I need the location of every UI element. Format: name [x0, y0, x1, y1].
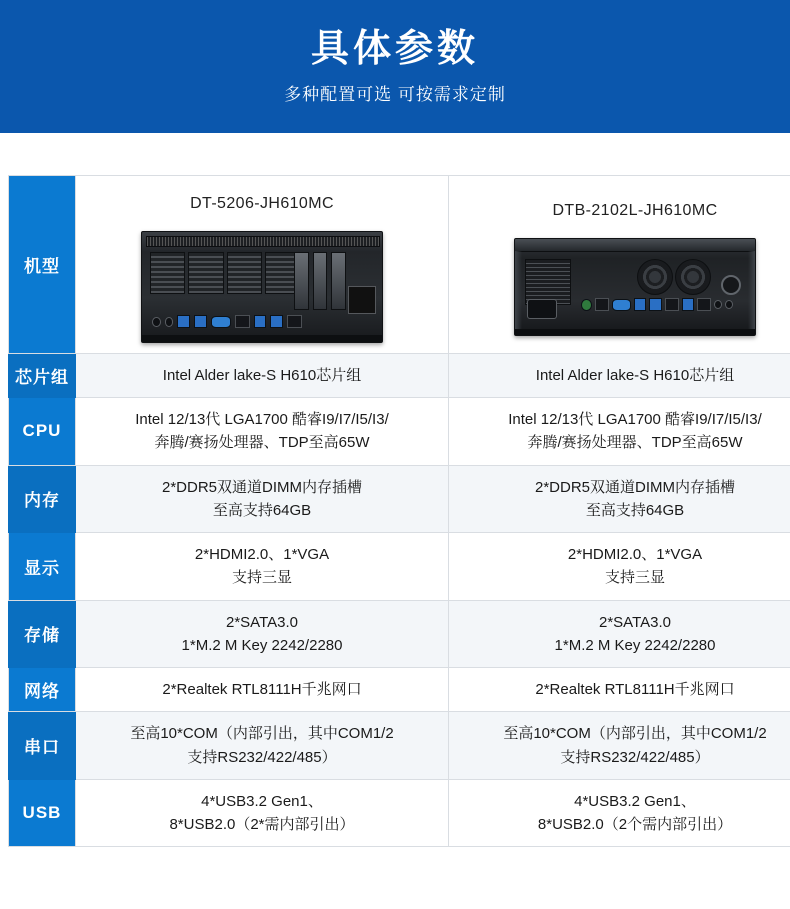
storage-line2-col1: 1*M.2 M Key 2242/2280: [181, 636, 343, 654]
display-line2-col1: 支持三显: [231, 569, 292, 587]
row-label-cpu: CPU: [9, 398, 76, 466]
audio-jack-icon: [714, 300, 722, 309]
cpu-line2-col2: 奔腾/赛扬处理器、TDP至高65W: [527, 434, 743, 452]
usb-line2-col2: 8*USB2.0（2个需内部引出）: [537, 816, 733, 834]
power-socket: [527, 299, 557, 319]
fan-icon: [675, 259, 711, 295]
network-cell-col1: 2*Realtek RTL8111H千兆网口: [76, 668, 449, 712]
table-row-network: [9, 668, 790, 712]
expansion-card: [313, 252, 328, 310]
power-socket: [348, 286, 376, 314]
row-label-memory: 内存: [9, 465, 76, 533]
display-line1-col2: 2*HDMI2.0、1*VGA: [567, 546, 703, 564]
cpu-cell-col2: [449, 398, 790, 466]
display-cell-col1: [76, 533, 449, 601]
lan-port-icon: [287, 315, 302, 328]
audio-jack-icon: [152, 317, 161, 327]
port-row: [581, 297, 733, 313]
memory-line1-col1: 2*DDR5双通道DIMM内存插槽: [161, 478, 362, 496]
vent-strip: [146, 236, 380, 247]
serial-line2-col1: 支持RS232/422/485）: [187, 748, 337, 766]
page-banner: [0, 0, 790, 133]
chipset-cell-col2: Intel Alder lake-S H610芯片组: [449, 353, 790, 397]
expansion-card-group: [294, 252, 346, 310]
table-row-usb: [9, 779, 790, 847]
row-label-model: 机型: [9, 176, 76, 354]
model-cell-col1: [76, 176, 449, 354]
spec-table: [8, 175, 790, 847]
row-label-display: 显示: [9, 533, 76, 601]
io-slot: [150, 252, 185, 294]
io-slot: [227, 252, 262, 294]
vga-port-icon: [612, 299, 631, 311]
chassis-base: [515, 329, 755, 335]
fan-icon: [637, 259, 673, 295]
rear-panel-tower-icon: [141, 231, 383, 343]
port-row: [152, 314, 302, 330]
display-line2-col2: 支持三显: [604, 569, 665, 587]
storage-line1-col2: 2*SATA3.0: [599, 613, 671, 631]
rear-panel-rackmount-icon: [514, 238, 756, 336]
model-name-col1: DT-5206-JH610MC: [190, 195, 334, 212]
row-label-network: 网络: [9, 668, 76, 712]
expansion-card: [294, 252, 309, 310]
chassis-lid: [515, 239, 755, 252]
serial-line2-col2: 支持RS232/422/485）: [560, 748, 710, 766]
rack-ear-left: [515, 251, 522, 329]
rack-ear-right: [748, 251, 755, 329]
table-row-serial: [9, 712, 790, 780]
table-row-cpu: [9, 398, 790, 466]
page-subtitle: 多种配置可选 可按需求定制: [284, 84, 506, 104]
usb-port-icon: [682, 298, 694, 311]
display-cell-col2: [449, 533, 790, 601]
table-row-memory: [9, 465, 790, 533]
memory-line2-col1: 至高支持64GB: [212, 501, 312, 519]
spec-table-wrapper: [0, 133, 790, 847]
table-row-chipset: [9, 353, 790, 397]
usb-port-icon: [634, 298, 646, 311]
vga-port-icon: [211, 316, 231, 328]
usb-port-icon: [194, 315, 207, 328]
usb-line1-col2: 4*USB3.2 Gen1、: [574, 792, 696, 810]
memory-cell-col2: [449, 465, 790, 533]
hdmi-port-icon: [595, 298, 609, 311]
usb-cell-col1: [76, 779, 449, 847]
storage-line2-col2: 1*M.2 M Key 2242/2280: [554, 636, 716, 654]
network-cell-col2: 2*Realtek RTL8111H千兆网口: [449, 668, 790, 712]
lan-port-icon: [697, 298, 711, 311]
usb-line2-col1: 8*USB2.0（2*需内部引出）: [169, 816, 355, 834]
audio-jack-icon: [165, 317, 174, 327]
table-row-storage: [9, 600, 790, 668]
serial-cell-col2: [449, 712, 790, 780]
lan-port-icon: [665, 298, 679, 311]
io-slot: [188, 252, 223, 294]
usb-line1-col1: 4*USB3.2 Gen1、: [201, 792, 323, 810]
table-row-model: [9, 176, 790, 354]
page-title: 具体参数: [310, 28, 479, 71]
display-line1-col1: 2*HDMI2.0、1*VGA: [194, 546, 330, 564]
serial-cell-col1: [76, 712, 449, 780]
memory-line2-col2: 至高支持64GB: [585, 501, 685, 519]
row-label-serial: 串口: [9, 712, 76, 780]
row-label-usb: USB: [9, 779, 76, 847]
model-name-col2: DTB-2102L-JH610MC: [552, 202, 718, 219]
usb-port-icon: [270, 315, 283, 328]
usb-port-icon: [177, 315, 190, 328]
memory-line1-col2: 2*DDR5双通道DIMM内存插槽: [534, 478, 735, 496]
usb-port-icon: [254, 315, 267, 328]
expansion-card: [331, 252, 346, 310]
model-cell-col2: [449, 176, 790, 354]
chipset-cell-col1: Intel Alder lake-S H610芯片组: [76, 353, 449, 397]
serial-line1-col1: 至高10*COM（内部引出，其中COM1/2: [130, 725, 394, 743]
io-slot-group: [150, 252, 300, 294]
cpu-line1-col2: Intel 12/13代 LGA1700 酷睿I9/I7/I5/I3/: [508, 411, 762, 429]
power-button-icon: [721, 275, 741, 295]
chassis-base: [142, 335, 382, 342]
cpu-cell-col1: [76, 398, 449, 466]
cpu-line1-col1: Intel 12/13代 LGA1700 酷睿I9/I7/I5/I3/: [135, 411, 389, 429]
storage-line1-col1: 2*SATA3.0: [226, 613, 298, 631]
storage-cell-col2: [449, 600, 790, 668]
row-label-storage: 存储: [9, 600, 76, 668]
ps2-port-icon: [581, 299, 592, 311]
memory-cell-col1: [76, 465, 449, 533]
serial-line1-col2: 至高10*COM（内部引出，其中COM1/2: [503, 725, 767, 743]
usb-port-icon: [649, 298, 661, 311]
storage-cell-col1: [76, 600, 449, 668]
row-label-chipset: 芯片组: [9, 353, 76, 397]
usb-cell-col2: [449, 779, 790, 847]
vent-mesh: [525, 259, 571, 305]
audio-jack-icon: [725, 300, 733, 309]
cpu-line2-col1: 奔腾/赛扬处理器、TDP至高65W: [154, 434, 370, 452]
hdmi-port-icon: [235, 315, 250, 328]
table-row-display: [9, 533, 790, 601]
